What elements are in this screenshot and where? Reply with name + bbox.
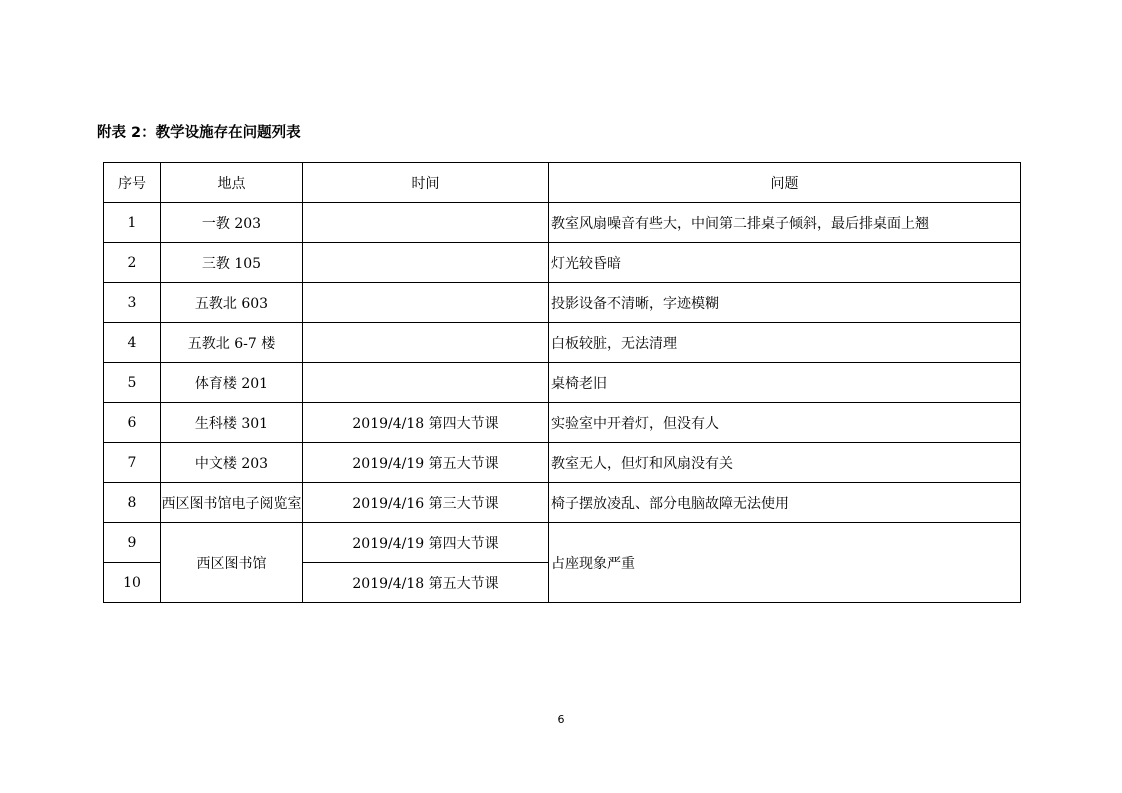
- table-row: [104, 483, 1021, 523]
- header-issue: 问题: [549, 163, 1021, 203]
- cell-location: 生科楼 301: [161, 403, 303, 443]
- cell-location: 一教 203: [161, 203, 303, 243]
- cell-issue: 白板较脏，无法清理: [549, 323, 1021, 363]
- cell-location: 中文楼 203: [161, 443, 303, 483]
- cell-no: 9: [104, 523, 161, 563]
- page-title: 附表 2：教学设施存在问题列表: [97, 125, 301, 141]
- cell-no: 1: [104, 203, 161, 243]
- issues-table: [103, 162, 1021, 603]
- cell-time: [303, 283, 549, 323]
- table-row: [104, 363, 1021, 403]
- cell-time: [303, 203, 549, 243]
- cell-location: 体育楼 201: [161, 363, 303, 403]
- table-row: [104, 283, 1021, 323]
- cell-issue: 教室风扇噪音有些大，中间第二排桌子倾斜，最后排桌面上翘: [549, 203, 1021, 243]
- cell-time: 2019/4/19 第五大节课: [303, 443, 549, 483]
- cell-location: 三教 105: [161, 243, 303, 283]
- table-row: [104, 523, 1021, 563]
- cell-issue: 灯光较昏暗: [549, 243, 1021, 283]
- cell-time: [303, 323, 549, 363]
- cell-location: 五教北 6-7 楼: [161, 323, 303, 363]
- header-no: 序号: [104, 163, 161, 203]
- cell-time: [303, 363, 549, 403]
- header-location: 地点: [161, 163, 303, 203]
- cell-no: 6: [104, 403, 161, 443]
- cell-issue: 占座现象严重: [549, 523, 1021, 603]
- table-header-row: [104, 163, 1021, 203]
- header-time: 时间: [303, 163, 549, 203]
- cell-no: 5: [104, 363, 161, 403]
- cell-issue: 投影设备不清晰，字迹模糊: [549, 283, 1021, 323]
- cell-time: 2019/4/19 第四大节课: [303, 523, 549, 563]
- cell-time: 2019/4/18 第五大节课: [303, 563, 549, 603]
- cell-no: 7: [104, 443, 161, 483]
- cell-issue: 教室无人，但灯和风扇没有关: [549, 443, 1021, 483]
- page-number: 6: [557, 713, 565, 726]
- table-row: [104, 443, 1021, 483]
- cell-issue: 椅子摆放凌乱、部分电脑故障无法使用: [549, 483, 1021, 523]
- cell-no: 4: [104, 323, 161, 363]
- cell-no: 3: [104, 283, 161, 323]
- cell-location: 西区图书馆电子阅览室: [161, 483, 303, 523]
- table-row: [104, 203, 1021, 243]
- cell-no: 10: [104, 563, 161, 603]
- cell-no: 2: [104, 243, 161, 283]
- table-row: [104, 403, 1021, 443]
- cell-issue: 桌椅老旧: [549, 363, 1021, 403]
- cell-no: 8: [104, 483, 161, 523]
- cell-issue: 实验室中开着灯，但没有人: [549, 403, 1021, 443]
- cell-time: 2019/4/18 第四大节课: [303, 403, 549, 443]
- cell-time: [303, 243, 549, 283]
- cell-location: 西区图书馆: [161, 523, 303, 603]
- cell-time: 2019/4/16 第三大节课: [303, 483, 549, 523]
- table-row: [104, 243, 1021, 283]
- table-row: [104, 323, 1021, 363]
- cell-location: 五教北 603: [161, 283, 303, 323]
